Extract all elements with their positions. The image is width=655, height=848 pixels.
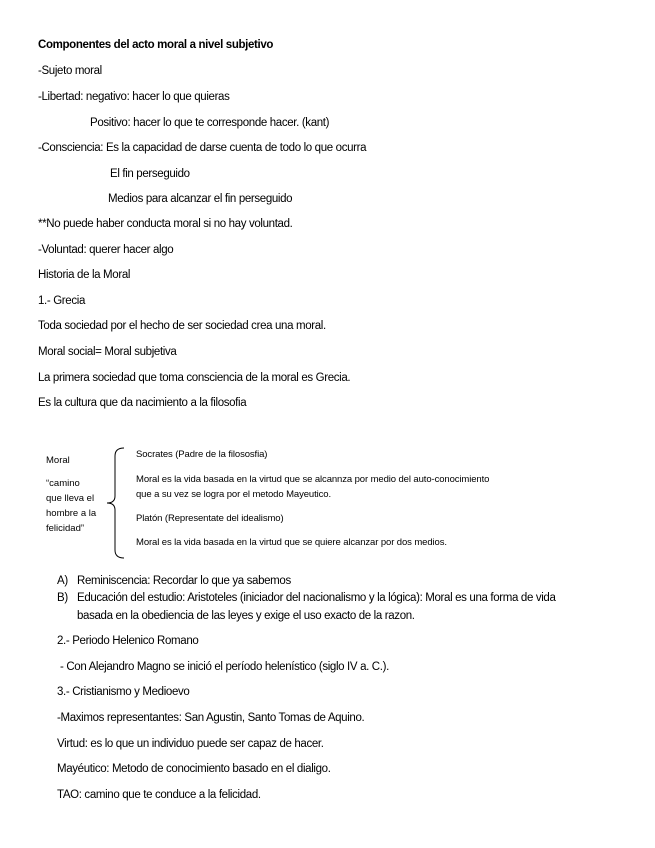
curly-brace-icon	[102, 446, 126, 560]
text-line: -Maximos representantes: San Agustin, Santo Tomas de Aquino.	[57, 712, 365, 724]
text-line: -Voluntad: querer hacer algo	[38, 244, 174, 256]
list-marker: B)	[57, 592, 68, 604]
diagram-left-label: hombre a la	[46, 508, 97, 519]
section-heading: 3.- Cristianismo y Medioevo	[57, 686, 190, 698]
section-heading: 2.- Periodo Helenico Romano	[57, 635, 199, 647]
diagram-item: Moral es la vida basada en la virtud que se quiere alcanzar por dos medios.	[136, 537, 447, 548]
text-line: Moral social= Moral subjetiva	[38, 346, 177, 358]
text-line: -Libertad: negativo: hacer lo que quieras	[38, 91, 230, 103]
text-line: **No puede haber conducta moral si no hay voluntad.	[38, 218, 293, 230]
text-line: - Con Alejandro Magno se inició el período helenístico (siglo IV a. C.).	[60, 661, 389, 673]
list-item: Reminiscencia: Recordar lo que ya sabemos	[77, 575, 291, 587]
text-line: Positivo: hacer lo que te corresponde hacer. (kant)	[90, 117, 330, 129]
diagram-item: Socrates (Padre de la filososfia)	[136, 449, 268, 460]
text-line: -Sujeto moral	[38, 65, 102, 77]
diagram-left-label: “camino	[46, 478, 80, 489]
diagram-left-label-title: Moral	[46, 455, 70, 466]
text-line: El fin perseguido	[110, 168, 190, 180]
diagram-left-label: felicidad”	[46, 523, 85, 534]
list-item: Educación del estudio: Aristoteles (iniciador del nacionalismo y la lógica): Moral es una forma de vida	[77, 592, 556, 604]
diagram-left-label: que lleva el	[46, 493, 95, 504]
list-item: basada en la obediencia de las leyes y exige el uso exacto de la razon.	[77, 610, 415, 622]
text-line: Es la cultura que da nacimiento a la filosofia	[38, 397, 247, 409]
diagram-item: que a su vez se logra por el metodo Mayeutico.	[136, 489, 332, 500]
text-line: TAO: camino que te conduce a la felicidad.	[57, 789, 261, 801]
section-heading: 1.- Grecia	[38, 295, 85, 307]
text-line: Virtud: es lo que un individuo puede ser capaz de hacer.	[57, 738, 324, 750]
list-marker: A)	[57, 575, 68, 587]
document-heading: Componentes del acto moral a nivel subjetivo	[38, 39, 274, 51]
diagram-item: Moral es la vida basada en la virtud que se alcannza por medio del auto-conocimiento	[136, 474, 490, 485]
text-line: Medios para alcanzar el fin perseguido	[108, 193, 293, 205]
section-heading: Historia de la Moral	[38, 269, 131, 281]
text-line: Mayéutico: Metodo de conocimiento basado en el dialigo.	[57, 763, 331, 775]
diagram-item: Platón (Representate del idealismo)	[136, 513, 284, 524]
text-line: La primera sociedad que toma consciencia de la moral es Grecia.	[38, 372, 351, 384]
text-line: -Consciencia: Es la capacidad de darse cuenta de todo lo que ocurra	[38, 142, 367, 154]
text-line: Toda sociedad por el hecho de ser sociedad crea una moral.	[38, 320, 326, 332]
